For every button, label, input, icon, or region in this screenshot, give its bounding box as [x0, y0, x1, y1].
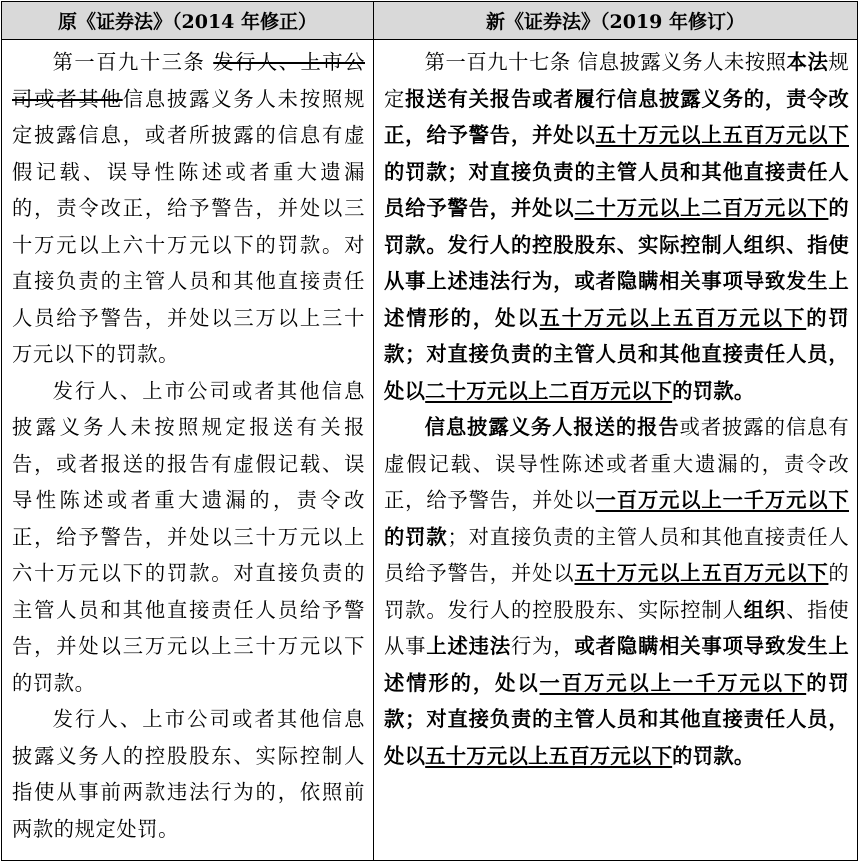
text-run: 第一百九十七条 信息披露义务人未按照 — [424, 50, 787, 74]
text-run: 行为， — [510, 634, 575, 658]
header-row — [2, 2, 858, 40]
text-run: 的罚款 — [384, 524, 448, 549]
content-row — [2, 40, 858, 861]
comparison-table — [1, 1, 858, 861]
text-run: 二十万元以上二百万元以下 — [425, 378, 673, 403]
old-law-header: 原《证券法》（2014 年修正） — [2, 2, 374, 40]
text-run: 本法 — [786, 50, 829, 74]
text-run: 发行人、上市公司或者其他 — [12, 50, 365, 111]
text-run: 发行人、上市公司或者其他信息披露义务人未按照规定报送有关报告，或者报送的报告有虚假记载、误导性陈述或者重大遗漏的，责令改正，给予警告，并处以三十万元以上六十万元以下的罚款。对直接负责的主管人员和其他直接责任人员给予警告，并处以三万元以上三十万元以下的罚款。 — [12, 378, 365, 695]
text-run: 的罚款。发行人的控股股东、实际控制人 — [384, 561, 850, 622]
text-run: 上述违法 — [426, 634, 511, 658]
text-run: 的罚款。 — [672, 378, 755, 403]
text-run: 一百万元以上一千万元以下 — [595, 488, 849, 512]
text-run: 五十万元以上五百万元以下 — [595, 123, 849, 147]
text-run: 一百万元以上一千万元以下 — [539, 670, 807, 695]
text-run: 、指使从事 — [384, 597, 849, 658]
text-run: 第一百九十三条 — [52, 50, 214, 74]
old-paragraph-2 — [12, 373, 365, 702]
text-run: 二十万元以上二百万元以下 — [574, 196, 829, 220]
text-run: 的罚款；对直接负责的主管人员和其他直接责任人员给予警告，并处以 — [384, 159, 849, 220]
text-run: 规定 — [384, 50, 849, 111]
text-run: 组织 — [743, 597, 787, 622]
text-run: 发行人、上市公司或者其他信息披露义务人的控股股东、实际控制人指使从事前两款违法行为的，依照前两款的规定处罚。 — [12, 707, 365, 841]
new-law-column — [374, 40, 858, 861]
text-run: 五十万元以上五百万元以下 — [539, 305, 807, 330]
new-law-header: 新《证券法》（2019 年修订） — [374, 2, 858, 40]
text-run: 五十万元以上五百万元以下 — [425, 743, 673, 768]
text-run: 信息披露义务人未按照规定披露信息，或者所披露的信息有虚假记载、误导性陈述或者重大遗漏的，责令改正，给予警告，并处以三十万元以上六十万元以下的罚款。对直接负责的主管人员和其他直接责任人员给予警告，并处以三万以上三十万元以下的罚款。 — [12, 86, 365, 366]
text-run: 的罚款。 — [672, 743, 755, 768]
text-run: 或者披露的信息有虚假记载、误导性陈述或者重大遗漏的，责令改正，给予警告，并处以 — [384, 415, 849, 512]
text-run: 五十万元以上五百万元以下 — [574, 561, 829, 585]
text-run: ；对直接负责的主管人员和其他直接责任人员给予警告，并处以 — [384, 524, 850, 585]
text-run: 或者隐瞒相关事项导致发生上述情形的，处以 — [384, 634, 850, 695]
old-law-column — [2, 40, 374, 861]
new-paragraph-2 — [384, 409, 849, 774]
new-paragraph-1 — [384, 44, 849, 409]
old-paragraph-1 — [12, 44, 365, 373]
text-run: 信息披露义务人报送的报告 — [424, 415, 680, 439]
old-paragraph-3 — [12, 701, 365, 847]
text-run: 的罚款。发行人的控股股东、实际控制人组织、指使从事上述违法行为，或者隐瞒相关事项导致发生上述情形的，处以 — [384, 196, 850, 330]
text-run: 的罚款；对直接负责的主管人员和其他直接责任人员，处以 — [384, 305, 849, 403]
text-run: 的罚款；对直接负责的主管人员和其他直接责任人员，处以 — [384, 670, 849, 768]
text-run: 报送有关报告或者履行信息披露义务的，责令改正，给予警告，并处以 — [384, 86, 849, 147]
